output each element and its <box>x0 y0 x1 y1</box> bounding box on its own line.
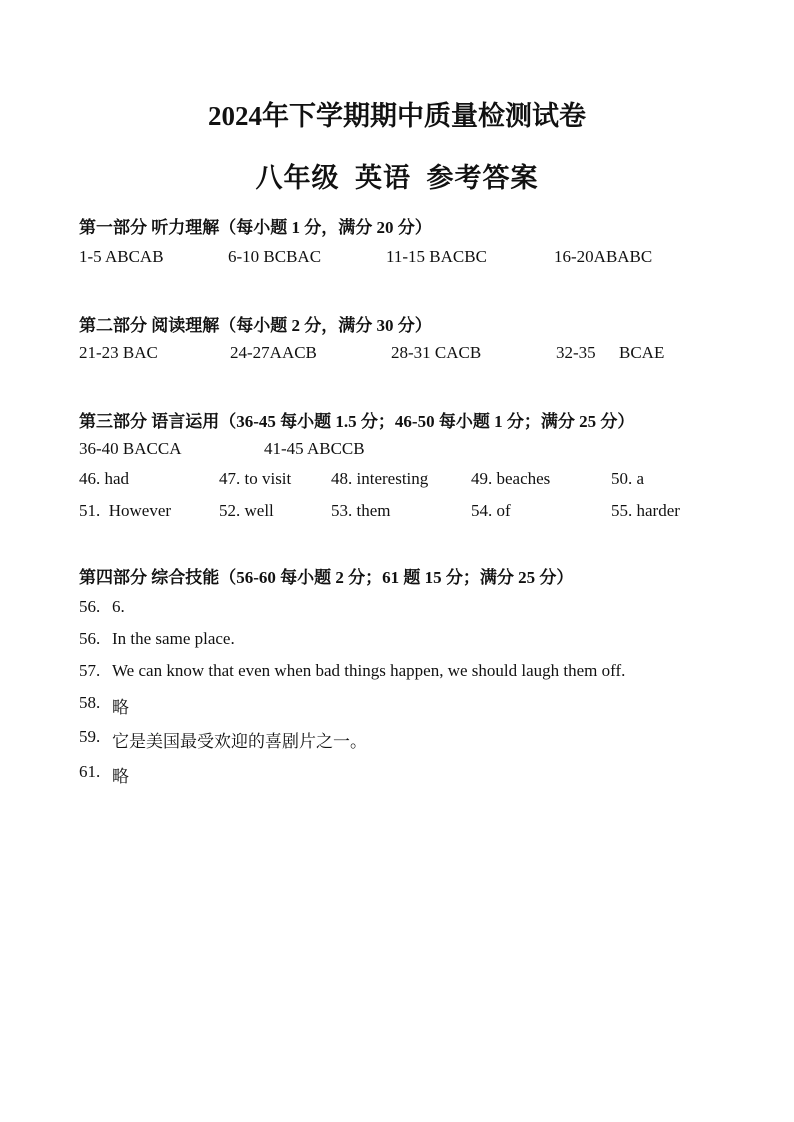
part3-answer: 52. well <box>219 501 274 520</box>
page-title: 2024年下学期期中质量检测试卷 <box>208 101 586 131</box>
part1-answer: 1-5 ABCAB <box>79 247 164 266</box>
part2-answer: BCAE <box>619 343 665 362</box>
part3-answer: 54. of <box>471 501 511 520</box>
item-answer: We can know that even when bad things happen, we should laugh them off. <box>112 661 626 680</box>
part3-answer: 50. a <box>611 469 645 488</box>
page-subtitle: 八年级 英语 参考答案 <box>255 163 539 193</box>
part3-answer: 55. harder <box>611 501 680 520</box>
item-number: 58. <box>79 693 101 712</box>
part2-answer: 32-35 <box>556 343 596 362</box>
item-number: 59. <box>79 727 101 746</box>
item-answer: 6. <box>112 597 125 616</box>
part3-answer: 48. interesting <box>331 469 429 488</box>
item-answer: In the same place. <box>112 629 235 648</box>
part4-heading: 第四部分 综合技能（56-60 每小题 2 分；61 题 15 分；满分 25 分） <box>79 568 574 587</box>
item-answer: 略 <box>112 767 129 786</box>
item-number: 57. <box>79 661 101 680</box>
part2-answer: 28-31 CACB <box>391 343 482 362</box>
part3-answer: 41-45 ABCCB <box>264 439 365 458</box>
part3-answer: 46. had <box>79 469 130 488</box>
part3-answer: 51. However <box>79 501 172 520</box>
part3-answer: 47. to visit <box>219 469 292 488</box>
part3-answer: 53. them <box>331 501 391 520</box>
item-number: 56. <box>79 629 101 648</box>
part1-answer: 6-10 BCBAC <box>228 247 322 266</box>
part1-heading: 第一部分 听力理解（每小题 1 分，满分 20 分） <box>79 218 432 237</box>
item-number: 61. <box>79 762 101 781</box>
part1-answer: 16-20ABABC <box>554 247 653 266</box>
part3-heading: 第三部分 语言运用（36-45 每小题 1.5 分；46-50 每小题 1 分；满分 25 分） <box>79 412 635 431</box>
part2-heading: 第二部分 阅读理解（每小题 2 分，满分 30 分） <box>79 316 432 335</box>
part3-answer: 49. beaches <box>471 469 551 488</box>
item-answer: 它是美国最受欢迎的喜剧片之一。 <box>112 732 367 751</box>
part2-answer: 24-27AACB <box>230 343 317 362</box>
item-number: 56. <box>79 597 101 616</box>
part1-answer: 11-15 BACBC <box>386 247 487 266</box>
item-answer: 略 <box>112 698 129 717</box>
part2-answer: 21-23 BAC <box>79 343 158 362</box>
part3-answer: 36-40 BACCA <box>79 439 182 458</box>
